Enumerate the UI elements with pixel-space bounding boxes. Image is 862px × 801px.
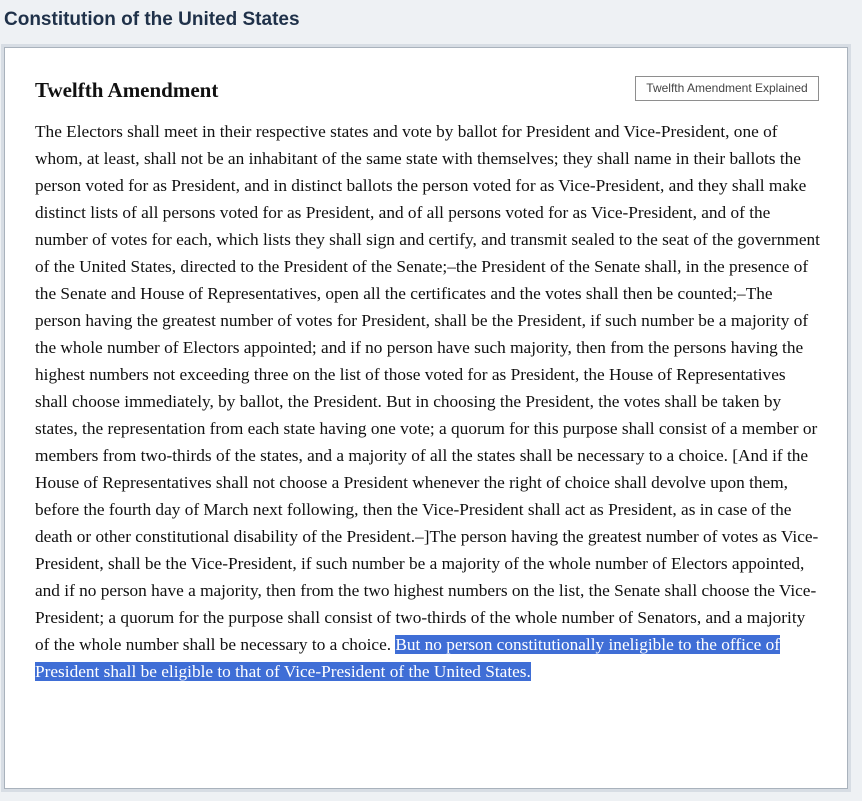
amendment-body-text: The Electors shall meet in their respective states and vote by ballot for President and Vice-President, one of whom, at least, shall not be an inhabitant of the same state with themselves; they shall name in their ballots the person voted for as President, and in distinct ballots the person voted for as Vice-President, and they shall make distinct lists of all persons voted for as President, and of all persons voted for as Vice-President, and of the number of votes for each, which lists they shall sign and certify, and transmit sealed to the seat of the government of the United States, directed to the President of the Senate;–the President of the Senate shall, in the presence of the Senate and House of Representatives, open all the certificates and the votes shall then be counted;–The person having the greatest number of votes for President, shall be the President, if such number be a majority of the whole number of Electors appointed; and if no person have such majority, then from the persons having the highest numbers not exceeding three on the list of those voted for as President, the House of Representatives shall choose immediately, by ballot, the President. But in choosing the President, the votes shall be taken by states, the representation from each state having one vote; a quorum for this purpose shall consist of a member or members from two-thirds of the states, and a majority of all the states shall be necessary to a choice. [And if the House of Representatives shall not choose a President whenever the right of choice shall devolve upon them, before the fourth day of March next following, then the Vice-President shall act as President, as in case of the death or other constitutional disability of the President.–]The person having the greatest number of votes as Vice-President, shall be the Vice-President, if such number be a majority of the whole number of Electors appointed, and if no person have a majority, then from the two highest numbers on the list, the Senate shall choose the Vice-President; a quorum for the purpose shall consist of two-thirds of the whole number of Senators, and a majority of the whole number shall be necessary to a choice.: [35, 122, 820, 654]
amendment-explained-button[interactable]: Twelfth Amendment Explained: [635, 76, 819, 101]
amendment-body: [35, 118, 821, 685]
selected-text[interactable]: But no person constitutionally ineligible to the office of President shall be eligible to that of Vice-President of the United States.: [35, 635, 780, 681]
amendment-card: [4, 47, 848, 789]
amendment-title: Twelfth Amendment: [35, 78, 219, 102]
site-title: Constitution of the United States: [4, 9, 300, 30]
